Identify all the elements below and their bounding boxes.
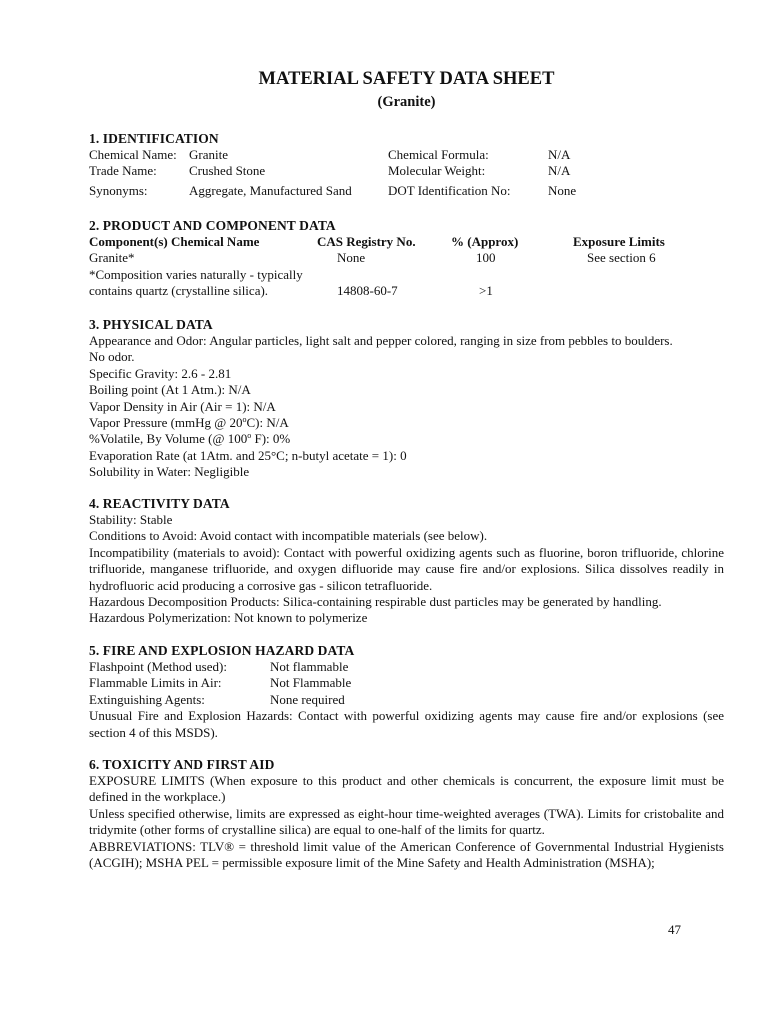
twa-note: Unless specified otherwise, limits are expressed as eight-hour time-weighted averages (TWA). Limits for cristobalite and tridymite (other forms of crystalline silica) are equal to one-half of the limits for quartz. xyxy=(89,805,724,838)
exposure-limits: EXPOSURE LIMITS (When exposure to this product and other chemicals is concurrent, the exposure limit must be defined in the workplace.) xyxy=(89,773,724,805)
section-heading: 2. PRODUCT AND COMPONENT DATA xyxy=(89,218,336,233)
volatile-text: F): 0% xyxy=(251,431,291,447)
column-header: Exposure Limits xyxy=(573,234,665,249)
section-heading: 5. FIRE AND EXPLOSION HAZARD DATA xyxy=(89,643,355,658)
specific-gravity: Specific Gravity: 2.6 - 2.81 xyxy=(89,365,232,381)
fire-row xyxy=(89,675,724,691)
table-cell: See section 6 xyxy=(587,250,656,266)
degree-mark: o xyxy=(242,415,247,425)
degree-mark: o xyxy=(247,431,252,441)
volatile xyxy=(89,431,724,447)
field-label: DOT Identification No: xyxy=(388,182,511,198)
vapor-pressure xyxy=(89,415,724,431)
field-label: Chemical Name: xyxy=(89,147,177,162)
section-heading: 1. IDENTIFICATION xyxy=(89,131,219,146)
table-row xyxy=(89,267,724,283)
field-value: None required xyxy=(270,691,345,707)
page-number: 47 xyxy=(668,922,681,937)
field-value: None xyxy=(548,182,577,198)
evaporation-rate: Evaporation Rate (at 1Atm. and 25°C; n-butyl acetate = 1): 0 xyxy=(89,447,407,463)
table-cell: 100 xyxy=(476,250,496,266)
field-value: N/A xyxy=(548,163,571,179)
column-header: Component(s) Chemical Name xyxy=(89,234,260,249)
abbreviations: ABBREVIATIONS: TLV® = threshold limit value of the American Conference of Governmental Industrial Hygienists (ACGIH); MSHA PEL = permissible exposure limit of the Mine Safety and Health Administration (MSHA); xyxy=(89,838,724,871)
table-cell: None xyxy=(337,250,366,266)
section-components xyxy=(89,217,724,300)
table-row xyxy=(89,250,724,266)
field-value: Not Flammable xyxy=(270,675,352,691)
field-label: Chemical Formula: xyxy=(388,147,489,162)
polymerization: Hazardous Polymerization: Not known to polymerize xyxy=(89,610,368,626)
appearance-text: No odor. xyxy=(89,349,135,365)
table-cell: >1 xyxy=(479,283,493,299)
vapor-pressure-text: C): N/A xyxy=(246,415,289,431)
vapor-density: Vapor Density in Air (Air = 1): N/A xyxy=(89,398,276,414)
field-label: Molecular Weight: xyxy=(388,163,486,179)
appearance-text: Appearance and Odor: Angular particles, light salt and pepper colored, ranging in size from pebbles to boulders. xyxy=(89,333,673,348)
field-label: Flammable Limits in Air: xyxy=(89,675,222,691)
document-subtitle: (Granite) xyxy=(377,94,436,110)
field-value: Granite xyxy=(189,147,228,162)
decomposition-products: Hazardous Decomposition Products: Silica-containing respirable dust particles may be generated by handling. xyxy=(89,594,662,610)
fire-row xyxy=(89,659,724,675)
conditions-to-avoid: Conditions to Avoid: Avoid contact with incompatible materials (see below). xyxy=(89,528,488,544)
section-physical xyxy=(89,316,724,481)
field-value: N/A xyxy=(548,147,571,162)
table-header xyxy=(89,234,724,250)
field-label: Extinguishing Agents: xyxy=(89,691,205,707)
identification-row xyxy=(89,183,724,199)
section-heading: 4. REACTIVITY DATA xyxy=(89,496,230,511)
fire-row xyxy=(89,692,724,708)
section-toxicity xyxy=(89,756,724,871)
column-header: CAS Registry No. xyxy=(317,234,416,249)
field-value: Aggregate, Manufactured Sand xyxy=(189,182,352,198)
field-label: Trade Name: xyxy=(89,163,157,179)
table-cell: Granite* xyxy=(89,250,135,266)
stability: Stability: Stable xyxy=(89,512,173,527)
vapor-pressure-text: Vapor Pressure (mmHg @ 20 xyxy=(89,415,243,431)
table-row xyxy=(89,283,724,299)
unusual-hazards: Unusual Fire and Explosion Hazards: Contact with powerful oxidizing agents may cause fire and/or explosions (see section 4 of this MSDS). xyxy=(89,708,724,740)
document-title: MATERIAL SAFETY DATA SHEET xyxy=(258,69,555,89)
solubility: Solubility in Water: Negligible xyxy=(89,464,250,480)
table-cell: contains quartz (crystalline silica). xyxy=(89,283,269,299)
section-heading: 6. TOXICITY AND FIRST AID xyxy=(89,757,275,772)
column-header: % (Approx) xyxy=(451,234,519,249)
table-cell: *Composition varies naturally - typically xyxy=(89,266,303,282)
section-identification xyxy=(89,130,724,199)
volatile-text: %Volatile, By Volume (@ 100 xyxy=(89,431,248,447)
identification-row xyxy=(89,163,724,179)
boiling-point: Boiling point (At 1 Atm.): N/A xyxy=(89,382,251,398)
identification-row xyxy=(89,147,724,163)
table-cell: 14808-60-7 xyxy=(337,283,398,299)
incompatibility: Incompatibility (materials to avoid): Contact with powerful oxidizing agents such as fluorine, boron trifluoride, chlorine trifluoride, manganese trifluoride, and oxygen difluoride may cause fire and/or explosions. Silica dissolves readily in hydrofluoric acid producing a corrosive gas - silicon tetrafluoride. xyxy=(89,544,724,593)
field-value: Crushed Stone xyxy=(189,163,266,179)
section-reactivity xyxy=(89,495,724,627)
field-value: Not flammable xyxy=(270,659,349,674)
section-fire xyxy=(89,642,724,741)
field-label: Flashpoint (Method used): xyxy=(89,659,227,674)
section-heading: 3. PHYSICAL DATA xyxy=(89,317,213,332)
field-label: Synonyms: xyxy=(89,182,148,198)
